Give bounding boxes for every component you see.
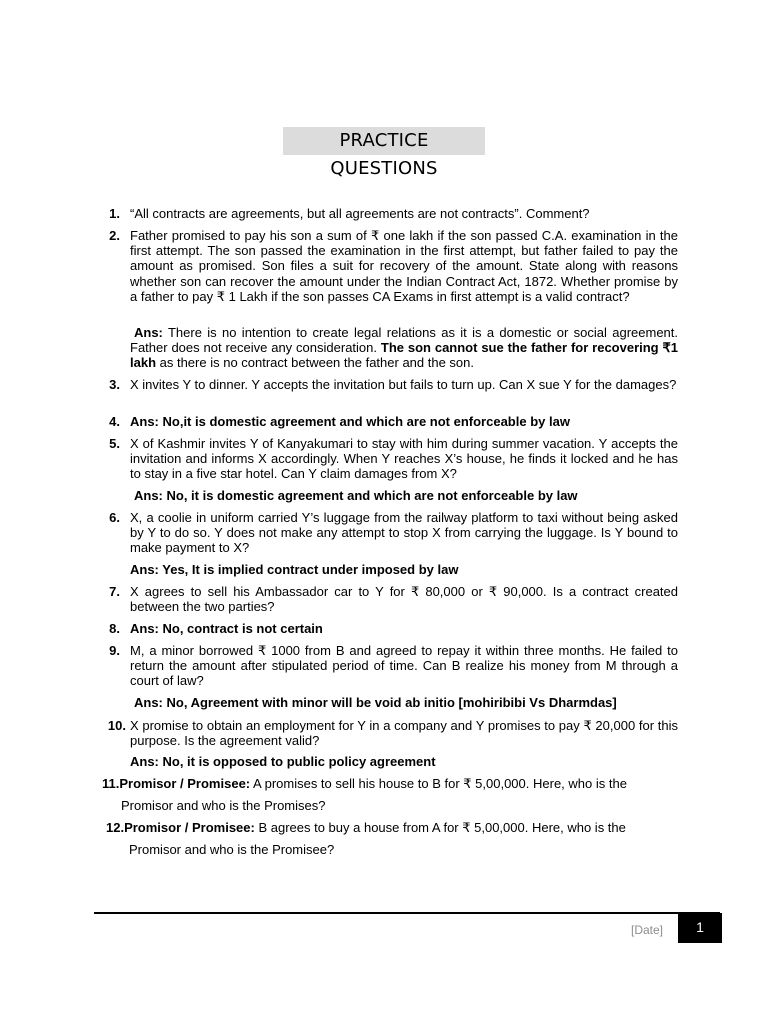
answer-body: There is no intention to create legal relations as it is a domestic or social agreement. Father does not receive any consideration. (130, 325, 678, 356)
answer-label: Ans: (134, 325, 163, 340)
question-number: 5. (109, 436, 120, 451)
question-number: 3. (109, 377, 120, 392)
question-number: 10. (107, 718, 126, 733)
answer-text: Ans: No, it is domestic agreement and which are not enforceable by law (134, 488, 578, 503)
question-text: X agrees to sell his Ambassador car to Y for ₹ 80,000 or ₹ 90,000. Is a contract created between the two parties? (130, 584, 678, 615)
question-text: Father promised to pay his son a sum of ₹ one lakh if the son passed C.A. examination in the first attempt. The son passed the examination in the first attempt, but father failed to pay the amount as promised. Son files a suit for recovery of the amount. State along with reasons whether son can recover the amount under the Indian Contract Act, 1872. Whether promise by a father to pay ₹ 1 Lakh if the son passes CA Exams in first attempt is a valid contract? (130, 228, 678, 304)
question-text: M, a minor borrowed ₹ 1000 from B and agreed to repay it within three months. He failed to return the amount after stipulated period of time. Can B realize his money from M through a court of law? (130, 643, 678, 689)
question-text (102, 776, 682, 791)
answer-text: Ans: Yes, It is implied contract under imposed by law (130, 562, 459, 577)
answer-tail: as there is no contract between the father and the son. (156, 355, 474, 371)
answer-text: Ans: No, Agreement with minor will be void ab initio [mohiribibi Vs Dharmdas] (134, 695, 617, 710)
question-number: 1. (109, 206, 120, 221)
question-number: 7. (109, 584, 120, 599)
question-text: X, a coolie in uniform carried Y’s luggage from the railway platform to taxi without being asked by Y to do so. Y does not make any attempt to stop X from carrying the luggage. Is Y bound to make payment to X? (130, 510, 678, 556)
question-number: 6. (109, 510, 120, 525)
question-text: X invites Y to dinner. Y accepts the invitation but fails to turn up. Can X sue Y for the damages? (130, 377, 677, 392)
question-text: X of Kashmir invites Y of Kanyakumari to stay with him during summer vacation. Y accepts the invitation and informs X accordingly. When Y reaches X’s house, he finds it locked and he has to stay in a five star hotel. Can Y claim damages from X? (130, 436, 678, 482)
question-label: 11.Promisor / Promisee: (102, 776, 251, 791)
question-line: B agrees to buy a house from A for ₹ 5,00,000. Here, who is the (254, 820, 626, 835)
question-number: 8. (109, 621, 120, 636)
answer-text: Ans: No, it is opposed to public policy agreement (130, 754, 436, 769)
question-line: Promisor and who is the Promises? (121, 798, 326, 813)
question-line: Promisor and who is the Promisee? (129, 842, 335, 857)
question-text: X promise to obtain an employment for Y in a company and Y promises to pay ₹ 20,000 for this purpose. Is the agreement valid? (130, 718, 678, 749)
page-number: 1 (678, 913, 722, 943)
page-title: PRACTICE QUESTIONS (283, 127, 485, 155)
question-text (106, 820, 686, 835)
footer-date: [Date] (631, 923, 664, 937)
question-label: 12.Promisor / Promisee: (106, 820, 255, 835)
question-number: 2. (109, 228, 120, 243)
question-number: 4. (109, 414, 120, 429)
answer-text: Ans: No,it is domestic agreement and which are not enforceable by law (130, 414, 570, 429)
question-number: 9. (109, 643, 120, 658)
answer-text (130, 325, 678, 371)
question-text: “All contracts are agreements, but all agreements are not contracts”. Comment? (130, 206, 590, 221)
question-line: A promises to sell his house to B for ₹ 5,00,000. Here, who is the (250, 776, 627, 791)
answer-text: Ans: No, contract is not certain (130, 621, 323, 636)
footer-divider (94, 912, 720, 914)
answer-emphasis: The son cannot sue the father for recovering ₹1 lakh (130, 340, 678, 371)
